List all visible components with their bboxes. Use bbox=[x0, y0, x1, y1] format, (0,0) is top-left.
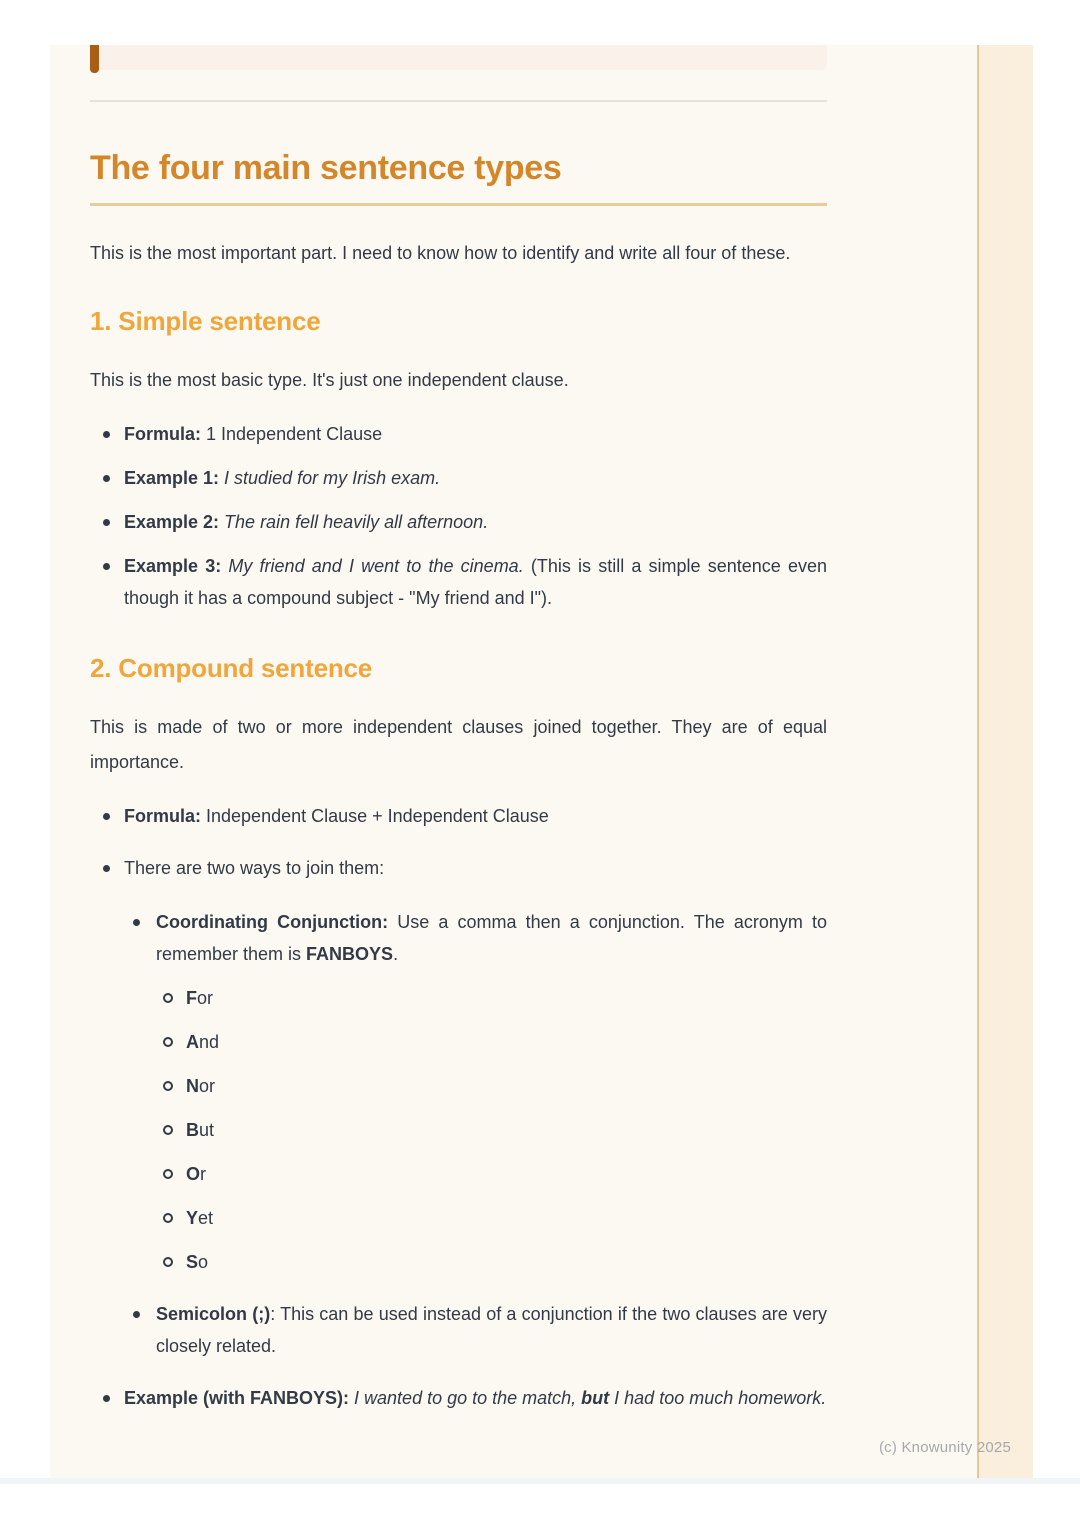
fanboys-item-but bbox=[90, 1114, 827, 1146]
example-fanboys-but: but bbox=[581, 1388, 610, 1408]
fanboys-rest: o bbox=[198, 1252, 209, 1272]
simple-sentence-description: This is the most basic type. It's just one independent clause. bbox=[90, 370, 569, 390]
bullet-marker-cell bbox=[90, 800, 124, 820]
list-item-formula bbox=[90, 418, 827, 450]
section-divider bbox=[90, 100, 827, 102]
list-item-text bbox=[186, 1114, 827, 1146]
title-underline bbox=[90, 203, 827, 206]
copyright-watermark: (c) Knowunity 2025 bbox=[878, 1439, 1011, 1456]
page-title: The four main sentence types bbox=[90, 149, 562, 187]
list-item-text bbox=[186, 1026, 827, 1058]
example-1-label: Example 1: bbox=[124, 468, 220, 488]
example-3-note: (This is still a simple sentence even though it has a compound subject - "My friend and I"). bbox=[124, 556, 827, 608]
fanboys-item-or bbox=[90, 1158, 827, 1190]
formula-label: Formula: bbox=[124, 806, 202, 826]
bullet-circle-icon bbox=[163, 1081, 173, 1091]
next-page-edge bbox=[0, 1478, 1080, 1484]
callout-left-border bbox=[90, 45, 99, 73]
bullet-marker-cell bbox=[90, 1114, 186, 1135]
compound-sentence-list bbox=[90, 800, 827, 1414]
list-item-text: There are two ways to join them: bbox=[124, 858, 385, 878]
fanboys-lead-letter: O bbox=[186, 1164, 201, 1184]
fanboys-lead-letter: N bbox=[186, 1076, 199, 1096]
coordinating-explanation: Use a comma then a conjunction. The acronym to remember them is bbox=[156, 912, 828, 964]
example-fanboys-part1: I wanted to go to the match, bbox=[349, 1388, 582, 1408]
example-fanboys-part2: I had too much homework. bbox=[609, 1388, 827, 1408]
fanboys-item-nor bbox=[90, 1070, 827, 1102]
list-item-text bbox=[186, 1246, 827, 1278]
list-item-text bbox=[124, 800, 827, 832]
list-item-text bbox=[186, 1158, 827, 1190]
list-item-text bbox=[124, 506, 827, 538]
intro-paragraph: This is the most important part. I need to know how to identify and write all four of these. bbox=[90, 243, 791, 263]
list-item-semicolon bbox=[90, 1298, 827, 1362]
bullet-marker-cell bbox=[90, 852, 124, 872]
list-item-coordinating-conjunction bbox=[90, 906, 827, 970]
bullet-disc-icon bbox=[103, 519, 110, 526]
bullet-marker-cell bbox=[90, 1298, 156, 1318]
bullet-marker-cell bbox=[90, 1202, 186, 1223]
fanboys-lead-letter: B bbox=[186, 1120, 199, 1140]
simple-sentence-list bbox=[90, 418, 827, 614]
fanboys-lead-letter: S bbox=[186, 1252, 199, 1272]
fanboys-rest: r bbox=[200, 1164, 207, 1184]
fanboys-rest: or bbox=[197, 988, 214, 1008]
example-2-label: Example 2: bbox=[124, 512, 220, 532]
bullet-disc-icon bbox=[103, 813, 110, 820]
fanboys-lead-letter: A bbox=[186, 1032, 199, 1052]
fanboys-acronym: FANBOYS bbox=[306, 944, 394, 964]
list-item-text bbox=[186, 982, 827, 1014]
list-item-example-fanboys bbox=[90, 1382, 827, 1414]
list-item-text bbox=[124, 1382, 827, 1414]
bullet-circle-icon bbox=[163, 1169, 173, 1179]
list-item-text bbox=[124, 418, 827, 450]
list-item-example-3 bbox=[90, 550, 827, 614]
fanboys-rest: nd bbox=[199, 1032, 220, 1052]
bullet-marker-cell bbox=[90, 1382, 124, 1402]
bullet-marker-cell bbox=[90, 506, 124, 526]
bullet-circle-icon bbox=[163, 1257, 173, 1267]
fanboys-lead-letter: F bbox=[186, 988, 197, 1008]
list-item-text bbox=[186, 1202, 827, 1234]
compound-sentence-description: This is made of two or more independent clauses joined together. They are of equal importance. bbox=[90, 717, 827, 772]
example-3-label: Example 3: bbox=[124, 556, 222, 576]
coordinating-label: Coordinating Conjunction: bbox=[156, 912, 389, 932]
formula-label: Formula: bbox=[124, 424, 202, 444]
list-item-formula bbox=[90, 800, 827, 832]
bullet-disc-icon bbox=[103, 1395, 110, 1402]
fanboys-rest: or bbox=[199, 1076, 216, 1096]
fanboys-rest: et bbox=[198, 1208, 214, 1228]
bullet-marker-cell bbox=[90, 906, 156, 926]
join-methods-sublist bbox=[90, 906, 827, 1362]
list-item-text bbox=[156, 906, 827, 970]
list-item-two-ways bbox=[90, 852, 827, 884]
bullet-circle-icon bbox=[163, 1125, 173, 1135]
bullet-circle-icon bbox=[163, 1037, 173, 1047]
bullet-disc-icon bbox=[103, 475, 110, 482]
list-item-example-1 bbox=[90, 462, 827, 494]
bullet-marker-cell bbox=[90, 462, 124, 482]
bullet-disc-icon bbox=[103, 563, 110, 570]
fanboys-lead-letter: Y bbox=[186, 1208, 199, 1228]
bullet-disc-icon bbox=[103, 431, 110, 438]
list-item-text bbox=[124, 462, 827, 494]
bullet-disc-icon bbox=[133, 919, 140, 926]
fanboys-item-for bbox=[90, 982, 827, 1014]
list-item-text bbox=[156, 1298, 827, 1362]
coordinating-period: . bbox=[393, 944, 399, 964]
bullet-marker-cell bbox=[90, 1026, 186, 1047]
fanboys-item-so bbox=[90, 1246, 827, 1278]
bullet-marker-cell bbox=[90, 550, 124, 570]
bullet-marker-cell bbox=[90, 982, 186, 1003]
bullet-marker-cell bbox=[90, 1158, 186, 1179]
fanboys-item-yet bbox=[90, 1202, 827, 1234]
fanboys-item-and bbox=[90, 1026, 827, 1058]
fanboys-list bbox=[90, 982, 827, 1278]
bullet-circle-icon bbox=[163, 1213, 173, 1223]
formula-value: Independent Clause + Independent Clause bbox=[201, 806, 549, 826]
bullet-marker-cell bbox=[90, 1070, 186, 1091]
note-content bbox=[90, 45, 827, 1414]
list-item-text bbox=[186, 1070, 827, 1102]
semicolon-explanation: : This can be used instead of a conjunction if the two clauses are very closely related. bbox=[156, 1304, 827, 1356]
list-item-text bbox=[124, 550, 827, 614]
section-heading-simple-sentence: 1. Simple sentence bbox=[90, 306, 321, 336]
bullet-marker-cell bbox=[90, 418, 124, 438]
note-page bbox=[50, 45, 1033, 1478]
section-heading-compound-sentence: 2. Compound sentence bbox=[90, 653, 373, 683]
example-fanboys-label: Example (with FANBOYS): bbox=[124, 1388, 350, 1408]
bullet-disc-icon bbox=[133, 1311, 140, 1318]
example-1-sentence: I studied for my Irish exam. bbox=[219, 468, 441, 488]
formula-value: 1 Independent Clause bbox=[201, 424, 383, 444]
bullet-circle-icon bbox=[163, 993, 173, 1003]
page-side-strip bbox=[977, 45, 1033, 1478]
callout-remnant bbox=[90, 45, 827, 70]
example-3-sentence: My friend and I went to the cinema. bbox=[221, 556, 524, 576]
fanboys-rest: ut bbox=[199, 1120, 215, 1140]
bullet-marker-cell bbox=[90, 1246, 186, 1267]
example-2-sentence: The rain fell heavily all afternoon. bbox=[219, 512, 489, 532]
list-item-example-2 bbox=[90, 506, 827, 538]
bullet-disc-icon bbox=[103, 865, 110, 872]
semicolon-label: Semicolon (;) bbox=[156, 1304, 271, 1324]
